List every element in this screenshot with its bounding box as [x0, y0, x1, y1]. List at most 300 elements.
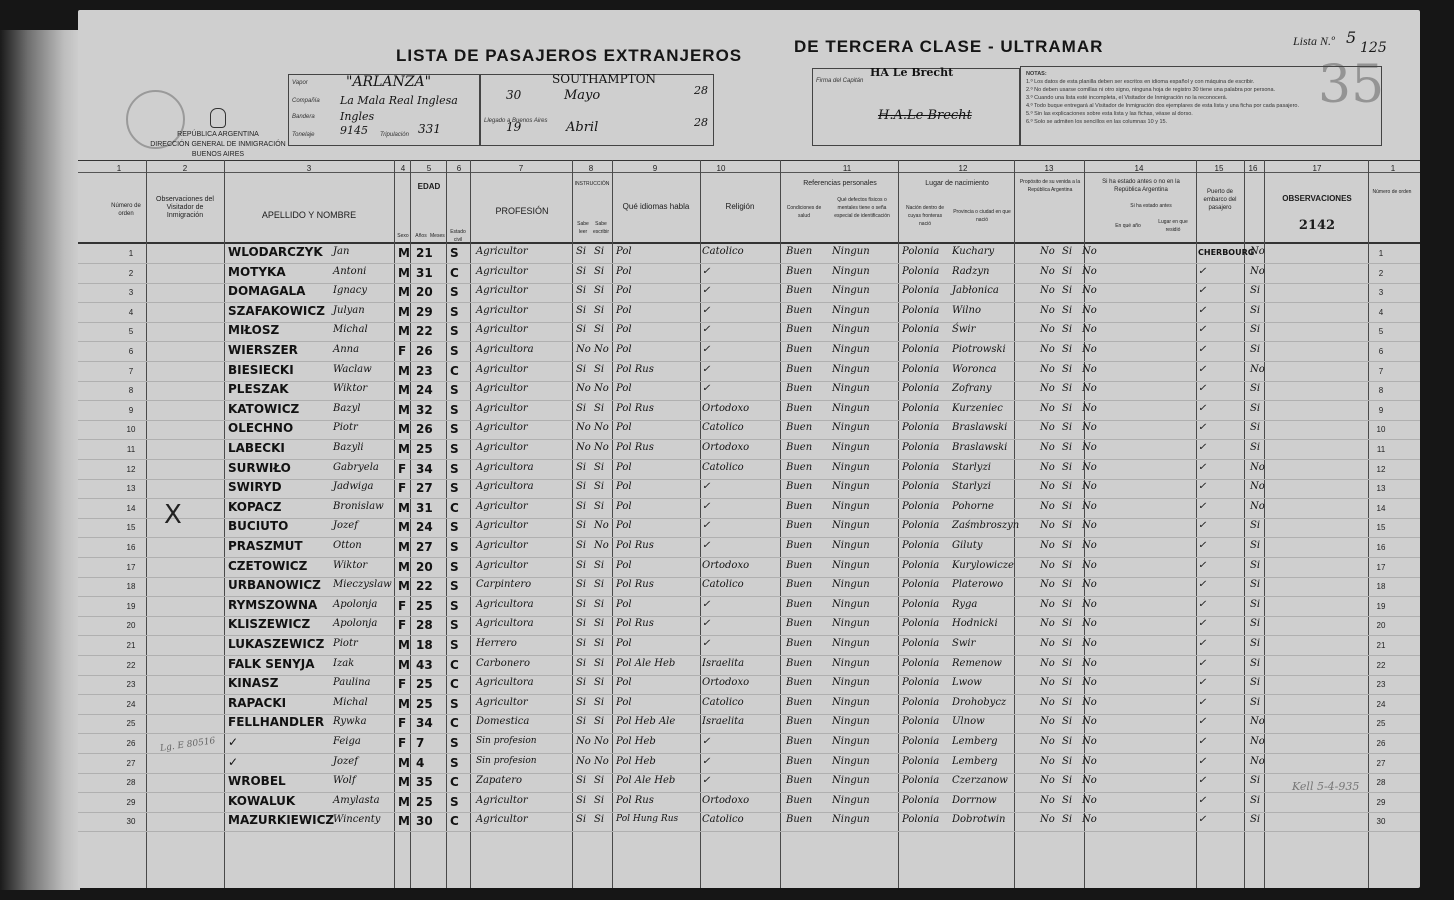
cell-p3: No [1082, 638, 1097, 649]
note-4: 4.º Todo buque entregará al Visitador de Inmigración dos ejemplares de esta lista y una ficha por cada pasajero. [1026, 103, 1300, 109]
cell-profesion: Domestica [476, 716, 530, 728]
gov-line-2: DIRECCIÓN GENERAL DE INMIGRACIÓN [150, 141, 286, 148]
cell-puerto: ✓ [1198, 677, 1207, 689]
cell-civil: C [450, 814, 459, 829]
cell-p3: No [1082, 598, 1097, 610]
table-row [78, 518, 1420, 538]
surname: RYMSZOWNA [228, 597, 318, 612]
row-number-right: 19 [1376, 601, 1386, 611]
captain-label: Firma del Capitán [816, 78, 864, 84]
row-number-right: 10 [1376, 425, 1386, 435]
row-number: 7 [128, 366, 134, 376]
cell-edad: 31 [416, 500, 433, 515]
book-binding [0, 30, 80, 890]
vapor-value: "ARLANZA" [346, 74, 432, 90]
cell-p2: Si [1062, 775, 1073, 787]
cell-obs: Si [1250, 285, 1261, 297]
hdr-sabe-escribir: Sabe escribir [592, 221, 610, 235]
cell-p1: No [1040, 324, 1055, 336]
cell-defectos: Ningun [832, 540, 870, 551]
vapor-label: Vapor [292, 80, 308, 86]
cell-defectos: Ningun [832, 481, 870, 493]
cell-puerto: ✓ [1198, 304, 1207, 316]
cell-p3: No [1082, 814, 1097, 826]
cell-idiomas: Pol [616, 481, 632, 493]
cell-salud: Buen [786, 540, 813, 551]
cell-religion: Catolico [702, 579, 744, 591]
cell-sexo: M [398, 520, 410, 535]
cell-puerto: ✓ [1198, 775, 1207, 787]
cell-leer: No [576, 736, 591, 747]
cell-edad: 28 [416, 618, 433, 633]
cell-puerto: ✓ [1198, 324, 1207, 336]
hdr-observaciones: OBSERVACIONES [1282, 194, 1352, 203]
cell-salud: Buen [786, 481, 813, 493]
cell-puerto: ✓ [1198, 755, 1207, 767]
cell-escribir: No [594, 736, 609, 747]
cell-p2: Si [1062, 363, 1073, 375]
cell-civil: S [450, 461, 459, 476]
cell-p3: No [1082, 324, 1097, 336]
hdr-nacion: Nación dentro de cuyas fronteras nació [905, 205, 945, 227]
cell-edad: 26 [416, 422, 433, 437]
hdr-lugar-residio: Lugar en que residió [1158, 219, 1188, 233]
cell-leer: Si [576, 324, 587, 336]
cell-profesion: Agricultor [476, 422, 528, 434]
cell-profesion: Agricultora [476, 344, 534, 355]
row-number: 25 [126, 719, 136, 729]
cell-escribir: Si [594, 677, 605, 689]
cell-p2: Si [1062, 696, 1073, 708]
cell-leer: Si [576, 638, 587, 649]
cell-idiomas: Pol Rus [616, 442, 654, 453]
row-number: 24 [126, 699, 136, 709]
row-number: 15 [126, 523, 136, 533]
col-num-12: 12 [958, 164, 968, 173]
arrival-month: Abril [566, 120, 599, 135]
surname: WROBEL [228, 774, 286, 789]
table-row [78, 322, 1420, 342]
cell-sexo: F [398, 716, 407, 731]
row-number-right: 18 [1376, 582, 1386, 592]
cell-edad: 27 [416, 540, 433, 554]
table-row [78, 342, 1420, 362]
row-number-right: 15 [1376, 523, 1386, 533]
cell-p2: Si [1062, 481, 1073, 493]
given-name: Jozef [333, 520, 358, 532]
cell-religion: Catolico [702, 422, 744, 434]
row-number-right: 11 [1376, 445, 1386, 454]
cell-p3: No [1082, 696, 1097, 708]
cell-civil: C [450, 265, 459, 280]
cell-edad: 20 [416, 559, 433, 574]
cell-religion: ✓ [702, 755, 711, 767]
cell-puerto: ✓ [1198, 716, 1207, 728]
cell-civil: S [450, 618, 459, 633]
hdr-provincia: Provincia o ciudad en que nació [953, 209, 1011, 223]
table-row [78, 812, 1420, 832]
cell-puerto: ✓ [1198, 402, 1207, 414]
cell-sexo: M [398, 696, 410, 711]
given-name: Rywka [333, 716, 367, 728]
row-number-right: 20 [1376, 621, 1386, 631]
col-num-4: 4 [400, 164, 406, 173]
cell-ciudad: Lwow [952, 677, 982, 689]
surname: BUCIUTO [228, 519, 289, 534]
cell-sexo: M [398, 755, 410, 770]
cell-defectos: Ningun [832, 794, 870, 806]
cell-profesion: Agricultor [476, 265, 528, 277]
cell-sexo: M [398, 402, 410, 417]
col-num-13: 13 [1044, 164, 1054, 173]
cell-sexo: F [398, 598, 407, 613]
cell-idiomas: Pol Rus [616, 363, 654, 375]
cell-escribir: No [594, 520, 609, 532]
passenger-list-page [78, 10, 1420, 888]
cell-profesion: Agricultora [476, 598, 534, 610]
cell-defectos: Ningun [832, 461, 870, 473]
cell-religion: ✓ [702, 344, 711, 355]
cell-defectos: Ningun [832, 304, 870, 316]
cell-escribir: No [594, 383, 609, 395]
surname: KINASZ [228, 676, 279, 691]
hdr-meses: Meses [430, 233, 445, 239]
cell-p2: Si [1062, 540, 1073, 551]
table-row [78, 303, 1420, 323]
tonelaje-value: 9145 [340, 124, 368, 137]
cell-sexo: M [398, 265, 410, 280]
cell-idiomas: Pol [616, 265, 632, 277]
given-name: Bronislaw [333, 500, 384, 512]
cell-obs: Si [1250, 618, 1261, 630]
cell-profesion: Agricultor [476, 540, 528, 551]
cell-salud: Buen [786, 285, 813, 297]
cell-p3: No [1082, 481, 1097, 493]
col-num-15: 15 [1214, 164, 1224, 173]
cell-salud: Buen [786, 520, 813, 532]
surname: FELLHANDLER [228, 715, 325, 730]
cell-nacion: Polonia [902, 246, 940, 257]
row-number-right: 4 [1378, 307, 1384, 317]
hdr-proposito: Propósito de su venida a la República Argentina [1019, 179, 1081, 193]
cell-p1: No [1040, 265, 1055, 277]
cell-profesion: Agricultor [476, 285, 528, 297]
given-name: Otton [333, 540, 362, 551]
cell-puerto: ✓ [1198, 657, 1207, 669]
col-num-14: 14 [1134, 164, 1144, 173]
cell-edad: 24 [416, 383, 433, 398]
cell-p2: Si [1062, 402, 1073, 414]
cell-p2: Si [1062, 520, 1073, 532]
cell-p1: No [1040, 461, 1055, 473]
cell-nacion: Polonia [902, 383, 940, 395]
cell-puerto: ✓ [1198, 383, 1207, 395]
row-number-right: 6 [1378, 347, 1384, 356]
given-name: Apolonja [333, 598, 378, 610]
cell-salud: Buen [786, 265, 813, 277]
cell-p3: No [1082, 559, 1097, 571]
cell-nacion: Polonia [902, 540, 940, 551]
surname: OLECHNO [228, 421, 294, 436]
cell-civil: C [450, 775, 459, 790]
cell-leer: No [576, 344, 591, 355]
given-name: Amylasta [333, 794, 380, 806]
surname: KOWALUK [228, 793, 296, 808]
captain-signature: H.A.Le Brecht [878, 108, 972, 123]
cell-nacion: Polonia [902, 363, 940, 375]
row-number-right: 23 [1376, 680, 1386, 690]
cell-profesion: Carpintero [476, 579, 532, 591]
cell-civil: S [450, 696, 459, 711]
cell-p3: No [1082, 344, 1097, 355]
given-name: Wolf [333, 775, 356, 787]
cell-nacion: Polonia [902, 794, 940, 806]
cell-leer: Si [576, 500, 587, 512]
cell-civil: S [450, 598, 459, 613]
cell-idiomas: Pol Rus [616, 618, 654, 630]
note-3: 3.º Cuando una lista esté incompleta, el Visitador de Inmigración no la reconocerá. [1026, 95, 1228, 101]
cell-p2: Si [1062, 677, 1073, 689]
surname: LUKASZEWICZ [228, 637, 325, 651]
cell-profesion: Agricultora [476, 618, 534, 630]
cell-ciudad: Hodnicki [952, 618, 998, 630]
cell-edad: 43 [416, 657, 433, 672]
note-6: 6.º Solo se admiten los sencillos en las columnas 10 y 15. [1026, 119, 1168, 125]
cell-leer: Si [576, 618, 587, 630]
hdr-apellido: APELLIDO Y NOMBRE [261, 210, 357, 220]
cell-p3: No [1082, 794, 1097, 806]
table-row [78, 538, 1420, 558]
cell-ciudad: Swir [952, 638, 976, 649]
cell-religion: Catolico [702, 696, 744, 708]
cell-profesion: Agricultor [476, 246, 528, 257]
cell-nacion: Polonia [902, 461, 940, 473]
surname: BIESIECKI [228, 362, 294, 377]
cell-p3: No [1082, 755, 1097, 767]
cell-profesion: Agricultor [476, 383, 528, 395]
given-name: Michal [333, 696, 368, 708]
cell-sexo: F [398, 618, 407, 633]
row-number: 6 [128, 347, 134, 356]
stamp-number: 35 [1318, 55, 1385, 115]
given-name: Antoni [333, 265, 367, 277]
cell-obs: No [1250, 500, 1265, 512]
obs-number: 2142 [1298, 218, 1336, 233]
cell-p2: Si [1062, 598, 1073, 610]
surname: RAPACKI [228, 695, 287, 710]
cell-obs: Si [1250, 442, 1261, 453]
cell-salud: Buen [786, 696, 813, 708]
cell-defectos: Ningun [832, 246, 870, 257]
cell-idiomas: Pol Hung Rus [616, 814, 679, 825]
row-number: 2 [128, 268, 134, 278]
cell-religion: Israelita [702, 657, 745, 669]
cell-p2: Si [1062, 442, 1073, 453]
cell-nacion: Polonia [902, 481, 940, 493]
cell-escribir: No [594, 344, 609, 355]
cell-idiomas: Pol [616, 422, 632, 434]
hdr-numero-orden-r: Número de orden [1372, 189, 1412, 195]
cell-civil: S [450, 344, 459, 358]
cell-profesion: Agricultor [476, 520, 528, 532]
cell-leer: No [576, 383, 591, 395]
cell-idiomas: Pol [616, 344, 632, 355]
cell-p2: Si [1062, 657, 1073, 669]
cell-p1: No [1040, 598, 1055, 610]
surname: MIŁOSZ [228, 323, 280, 338]
cell-defectos: Ningun [832, 696, 870, 708]
cell-p3: No [1082, 285, 1097, 297]
hdr-en-que-ano: En qué año [1115, 223, 1141, 229]
cell-puerto: ✓ [1198, 696, 1207, 708]
cell-escribir: No [594, 422, 609, 434]
cell-sexo: M [398, 794, 410, 809]
list-number-label: Lista N.º [1293, 34, 1335, 48]
cell-profesion: Agricultor [476, 363, 528, 375]
hdr-edad: EDAD [417, 182, 441, 191]
col-num-6: 6 [456, 164, 462, 173]
cell-escribir: Si [594, 324, 605, 336]
cell-edad: 30 [416, 814, 433, 829]
cell-obs: Si [1250, 598, 1261, 610]
cell-defectos: Ningun [832, 422, 870, 434]
compania-value: La Mala Real Inglesa [340, 94, 458, 107]
cell-p2: Si [1062, 285, 1073, 297]
cell-p2: Si [1062, 500, 1073, 512]
table-row [78, 362, 1420, 382]
cell-profesion: Agricultor [476, 442, 528, 453]
note-1: 1.º Los datos de esta planilla deben ser escritos en idioma español y con máquina de escribir. [1026, 79, 1255, 85]
cell-p1: No [1040, 755, 1055, 767]
cell-p3: No [1082, 677, 1097, 689]
cell-sexo: M [398, 559, 410, 574]
cell-salud: Buen [786, 657, 813, 669]
cell-ciudad: Remenow [952, 657, 1002, 669]
cell-p2: Si [1062, 716, 1073, 728]
cell-escribir: Si [594, 285, 605, 297]
cell-p1: No [1040, 657, 1055, 669]
cell-religion: Catolico [702, 246, 744, 257]
cell-religion: ✓ [702, 481, 711, 493]
cell-p2: Si [1062, 246, 1073, 257]
cell-ciudad: Starlyzi [952, 481, 991, 493]
cell-obs: No [1250, 481, 1265, 493]
hdr-ha-estado: Si ha estado antes [1130, 203, 1172, 209]
note-2: 2.º No deben usarse comillas ni otro signo, ninguna hoja de registro 30 tiene una palabra por persona. [1026, 87, 1276, 93]
cell-civil: S [450, 520, 459, 535]
cell-escribir: Si [594, 814, 605, 826]
cell-salud: Buen [786, 324, 813, 336]
row-number: 21 [126, 641, 136, 650]
cell-leer: Si [576, 814, 587, 826]
row-number: 30 [126, 817, 136, 827]
cell-p1: No [1040, 304, 1055, 316]
passenger-table [78, 160, 1420, 888]
cell-p1: No [1040, 638, 1055, 649]
cell-p2: Si [1062, 265, 1073, 277]
row-number: 17 [126, 562, 136, 572]
given-name: Paulina [333, 677, 371, 689]
cell-p2: Si [1062, 755, 1073, 767]
table-row [78, 420, 1420, 440]
cell-defectos: Ningun [832, 383, 870, 395]
cell-ciudad: Pohorne [952, 500, 994, 512]
cell-escribir: Si [594, 775, 605, 787]
tripulacion-label: Tripulación [380, 132, 409, 138]
cell-obs: Si [1250, 559, 1261, 571]
table-row [78, 675, 1420, 695]
cell-nacion: Polonia [902, 324, 940, 336]
cell-puerto: ✓ [1198, 481, 1207, 493]
cell-defectos: Ningun [832, 579, 870, 591]
table-row [78, 734, 1420, 754]
cell-p1: No [1040, 246, 1055, 257]
cell-profesion: Carbonero [476, 657, 530, 669]
cell-edad: 18 [416, 638, 433, 652]
cell-salud: Buen [786, 246, 813, 257]
cell-religion: ✓ [702, 775, 711, 787]
row-number: 12 [126, 464, 136, 474]
given-name: Ignacy [333, 285, 368, 297]
cell-salud: Buen [786, 598, 813, 610]
cell-p1: No [1040, 794, 1055, 806]
given-name: Jozef [333, 755, 358, 767]
cell-p1: No [1040, 677, 1055, 689]
cell-defectos: Ningun [832, 402, 870, 414]
cell-obs: Si [1250, 383, 1261, 395]
cell-defectos: Ningun [832, 324, 870, 336]
row-number-right: 21 [1376, 641, 1386, 650]
cell-ciudad: Piotrowski [952, 344, 1006, 355]
cell-escribir: Si [594, 402, 605, 414]
cell-salud: Buen [786, 755, 813, 767]
surname: FALK SENYJA [228, 656, 315, 671]
note-5: 5.º Sin las explicaciones sobre esta lista y las fichas, véase al dorso. [1026, 111, 1193, 117]
cell-salud: Buen [786, 736, 813, 747]
cell-sexo: M [398, 638, 410, 652]
cell-sexo: M [398, 422, 410, 437]
departure-port: SOUTHAMPTON [552, 72, 657, 86]
cell-escribir: No [594, 442, 609, 453]
cell-obs: Si [1250, 344, 1261, 355]
cell-sexo: M [398, 324, 410, 339]
cell-leer: Si [576, 363, 587, 375]
row-number-right: 5 [1378, 327, 1384, 337]
cell-p3: No [1082, 422, 1097, 434]
cell-civil: S [450, 540, 459, 554]
cell-nacion: Polonia [902, 755, 940, 767]
cell-p1: No [1040, 736, 1055, 747]
row-number-right: 22 [1376, 660, 1386, 670]
row-number: 18 [126, 582, 136, 592]
cell-nacion: Polonia [902, 638, 940, 649]
hdr-profesion: PROFESIÓN [495, 206, 549, 216]
cell-leer: Si [576, 598, 587, 610]
cell-ciudad: Ryga [952, 598, 978, 610]
hdr-obs-visitador: Observaciones del Visitador de Inmigración [156, 196, 214, 219]
cell-puerto: ✓ [1198, 559, 1207, 571]
cell-nacion: Polonia [902, 520, 940, 532]
table-row [78, 440, 1420, 460]
row-number-right: 9 [1378, 405, 1384, 415]
surname: KATOWICZ [228, 401, 300, 416]
row-number-right: 27 [1376, 758, 1386, 768]
cell-p3: No [1082, 304, 1097, 316]
cell-puerto: ✓ [1198, 814, 1207, 826]
surname: LABECKI [228, 441, 285, 455]
cell-edad: 7 [416, 736, 425, 750]
departure-year: 28 [694, 84, 708, 97]
